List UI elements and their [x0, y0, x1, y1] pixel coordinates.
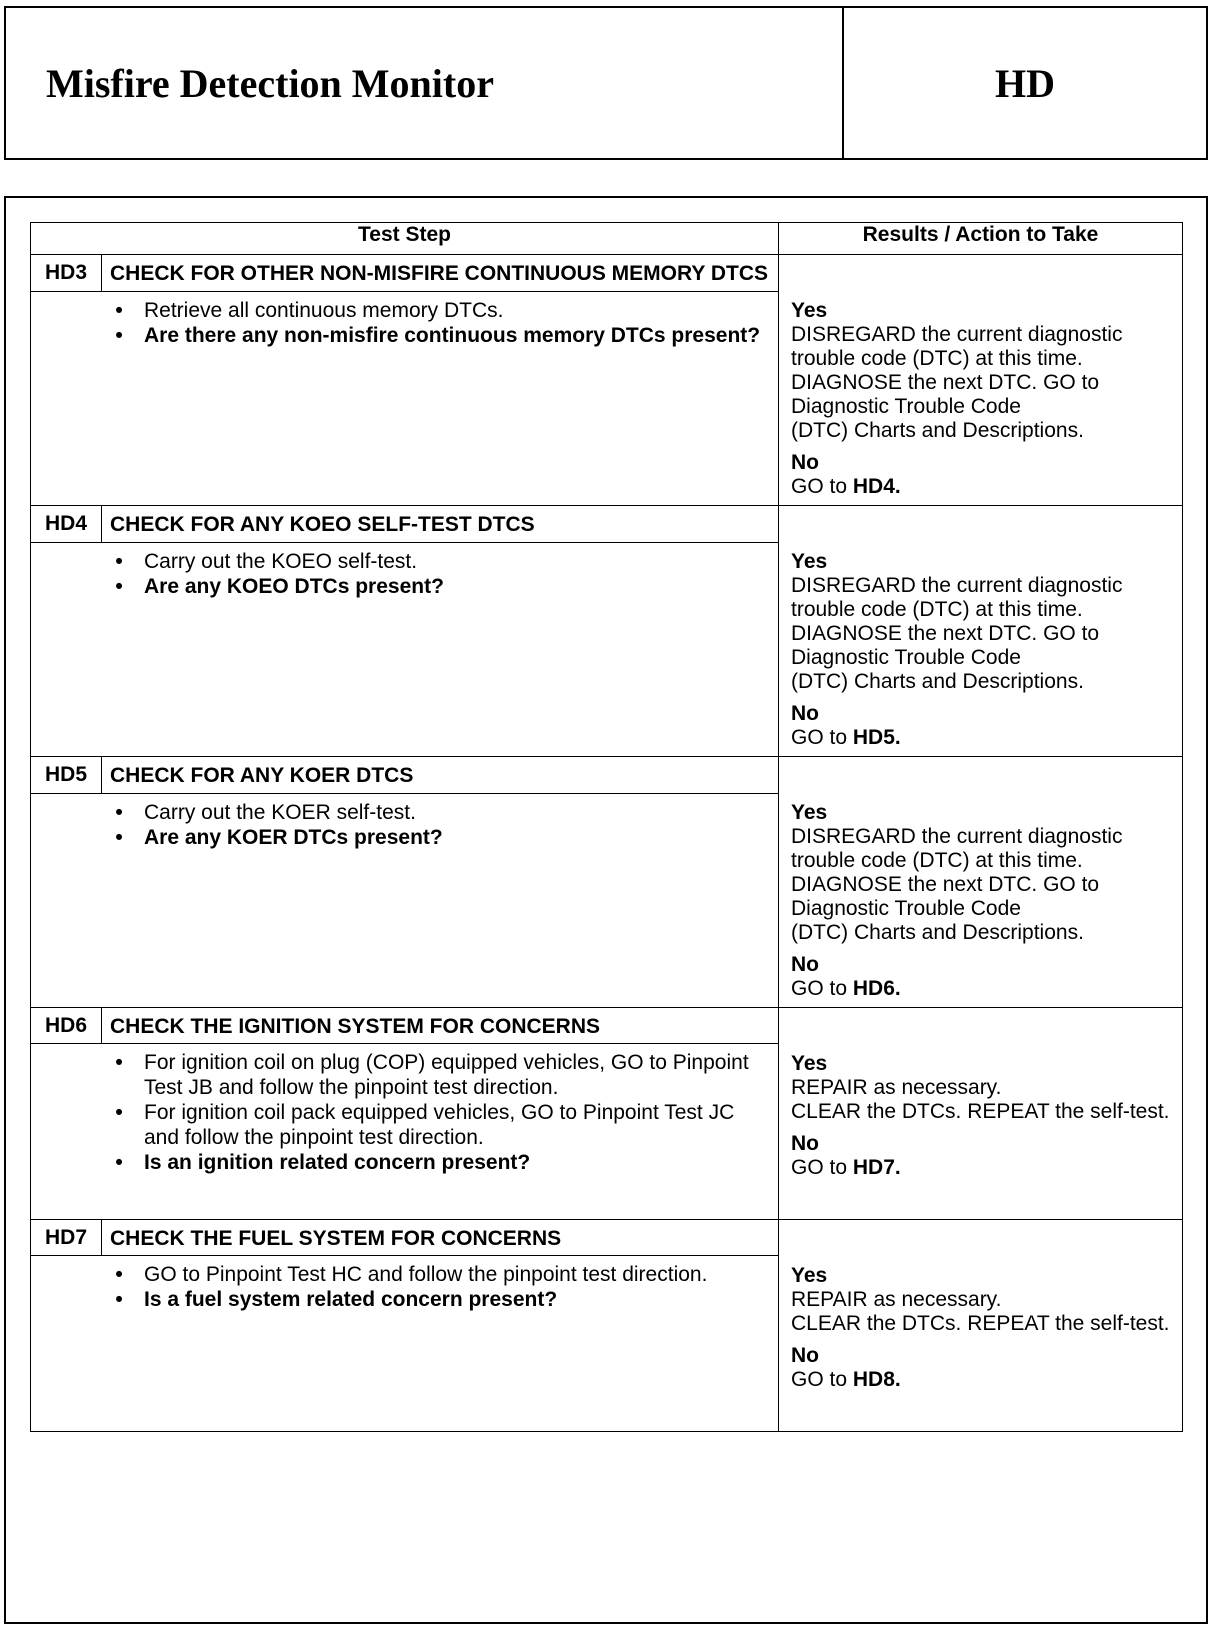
step-instruction-item: • Retrieve all continuous memory DTCs. [144, 298, 770, 323]
next-step-link[interactable]: HD7. [852, 1156, 901, 1179]
yes-action: CLEAR the DTCs. REPEAT the self-test. [791, 1312, 1170, 1335]
no-label: No [791, 953, 819, 976]
no-action-text: GO to [791, 1156, 853, 1179]
test-step-column-header: Test Step [31, 223, 779, 255]
step-result [779, 255, 1183, 506]
step-id: HD5 [31, 757, 102, 794]
step-result [779, 1008, 1183, 1220]
step-instruction-item: • Is an ignition related concern present? [144, 1150, 770, 1175]
next-step-link[interactable]: HD8. [852, 1368, 901, 1391]
step-title: CHECK FOR ANY KOER DTCS [102, 757, 779, 794]
yes-label: Yes [791, 1052, 828, 1075]
yes-label: Yes [791, 1264, 828, 1287]
next-step-link[interactable]: HD6. [852, 977, 901, 1000]
no-action [791, 726, 1176, 750]
no-label: No [791, 1344, 819, 1367]
step-title-row [31, 506, 1183, 543]
yes-action: DISREGARD the current diagnostic trouble code (DTC) at this time. DIAGNOSE the next DTC. GO to Diagnostic Trouble Code [791, 323, 1123, 418]
step-instructions [31, 1256, 779, 1432]
step-title-row [31, 1008, 1183, 1044]
yes-label: Yes [791, 801, 828, 824]
step-result [779, 506, 1183, 757]
step-instructions [31, 543, 779, 757]
step-title: CHECK THE IGNITION SYSTEM FOR CONCERNS [102, 1008, 779, 1044]
next-step-link[interactable]: HD5. [852, 726, 901, 749]
step-instruction-item: • Are any KOEO DTCs present? [144, 574, 770, 599]
step-title-row [31, 1220, 1183, 1256]
no-action [791, 475, 1176, 499]
yes-label: Yes [791, 550, 828, 573]
no-action-text: GO to [791, 726, 853, 749]
step-result [779, 757, 1183, 1008]
step-instructions [31, 1044, 779, 1220]
no-label: No [791, 451, 819, 474]
step-title: CHECK FOR ANY KOEO SELF-TEST DTCS [102, 506, 779, 543]
results-column-header: Results / Action to Take [779, 223, 1183, 255]
step-id: HD4 [31, 506, 102, 543]
step-instruction-item: • For ignition coil on plug (COP) equipped vehicles, GO to Pinpoint Test JB and follow the pinpoint test direction. [144, 1050, 770, 1100]
step-instruction-item: • Are there any non-misfire continuous memory DTCs present? [144, 323, 770, 348]
page-header [4, 6, 1208, 160]
step-instruction-item: • Carry out the KOEO self-test. [144, 549, 770, 574]
no-label: No [791, 702, 819, 725]
yes-action: (DTC) Charts and Descriptions. [791, 419, 1084, 442]
step-instruction-item: • GO to Pinpoint Test HC and follow the pinpoint test direction. [144, 1262, 770, 1287]
step-instruction-item: • Carry out the KOER self-test. [144, 800, 770, 825]
step-id: HD7 [31, 1220, 102, 1256]
step-instruction-item: • Are any KOER DTCs present? [144, 825, 770, 850]
yes-action: (DTC) Charts and Descriptions. [791, 921, 1084, 944]
step-instructions [31, 292, 779, 506]
content-frame [4, 196, 1208, 1624]
no-action [791, 1368, 1176, 1392]
no-action-text: GO to [791, 1368, 853, 1391]
no-action [791, 1156, 1176, 1180]
page-title: Misfire Detection Monitor [46, 60, 494, 106]
yes-action: (DTC) Charts and Descriptions. [791, 670, 1084, 693]
yes-action: DISREGARD the current diagnostic trouble code (DTC) at this time. DIAGNOSE the next DTC. GO to Diagnostic Trouble Code [791, 574, 1123, 669]
yes-label: Yes [791, 299, 828, 322]
no-label: No [791, 1132, 819, 1155]
step-instruction-item: • Is a fuel system related concern present? [144, 1287, 770, 1312]
step-result [779, 1220, 1183, 1432]
table-header-row [31, 223, 1183, 255]
yes-action: DISREGARD the current diagnostic trouble code (DTC) at this time. DIAGNOSE the next DTC. GO to Diagnostic Trouble Code [791, 825, 1123, 920]
no-action-text: GO to [791, 475, 853, 498]
next-step-link[interactable]: HD4. [852, 475, 901, 498]
yes-action: REPAIR as necessary. [791, 1288, 1002, 1311]
step-title: CHECK FOR OTHER NON-MISFIRE CONTINUOUS MEMORY DTCS [102, 255, 779, 292]
step-instruction-item: • For ignition coil pack equipped vehicles, GO to Pinpoint Test JC and follow the pinpoint test direction. [144, 1100, 770, 1150]
no-action [791, 977, 1176, 1001]
step-title-row [31, 757, 1183, 794]
test-step-table [30, 222, 1183, 1432]
section-code: HD [842, 8, 1206, 158]
step-title: CHECK THE FUEL SYSTEM FOR CONCERNS [102, 1220, 779, 1256]
step-id: HD6 [31, 1008, 102, 1044]
yes-action: REPAIR as necessary. [791, 1076, 1002, 1099]
step-id: HD3 [31, 255, 102, 292]
no-action-text: GO to [791, 977, 853, 1000]
step-title-row [31, 255, 1183, 292]
yes-action: CLEAR the DTCs. REPEAT the self-test. [791, 1100, 1170, 1123]
step-instructions [31, 794, 779, 1008]
